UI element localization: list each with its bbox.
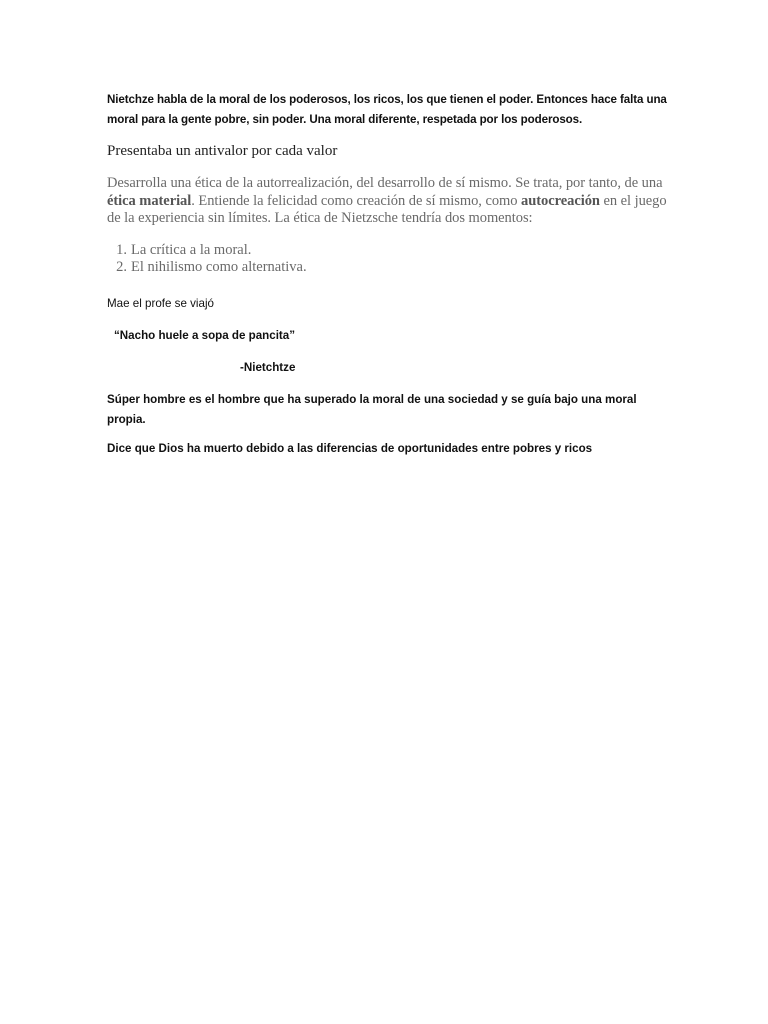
text-segment: Desarrolla una ética de la autorrealización, del desarrollo de sí mismo. Se trata, por tanto, de una [107,175,663,191]
list-item-number: 1. [116,241,127,258]
paragraph-dios-ha-muerto: Dice que Dios ha muerto debido a las diferencias de oportunidades entre pobres y ricos [107,441,593,455]
quote-attribution: -Nietchtze [240,360,296,374]
list-item [107,242,667,260]
quote-text: “Nacho huele a sopa de pancita” [114,328,296,342]
document-body [107,90,667,459]
paragraph-super-hombre: Súper hombre es el hombre que ha superado la moral de una sociedad y se guía bajo una moral propia. [107,392,637,426]
paragraph-autorrealizacion [107,175,667,228]
paragraph-moral-poderosos: Nietchze habla de la moral de los poderosos, los ricos, los que tienen el poder. Entonces hace falta una moral para la gente pobre, sin poder. Una moral diferente, respetada por los poderosos. [107,93,667,126]
paragraph-profe: Mae el profe se viajó [107,296,214,310]
numbered-list [107,242,667,277]
list-item [107,259,667,277]
bold-term-autocreacion: autocreación [521,192,600,209]
text-segment: en el juego de la experiencia sin límites. La ética de Nietzsche tendría dos momentos: [107,192,667,226]
text-segment: . Entiende la felicidad como creación de sí mismo, como [191,192,522,209]
bold-term-etica-material: ética material [107,192,192,209]
list-item-text: La crítica a la moral. [131,241,252,258]
list-item-number: 2. [116,259,127,275]
paragraph-antivalor: Presentaba un antivalor por cada valor [107,143,338,159]
list-item-text: El nihilismo como alternativa. [131,259,307,275]
